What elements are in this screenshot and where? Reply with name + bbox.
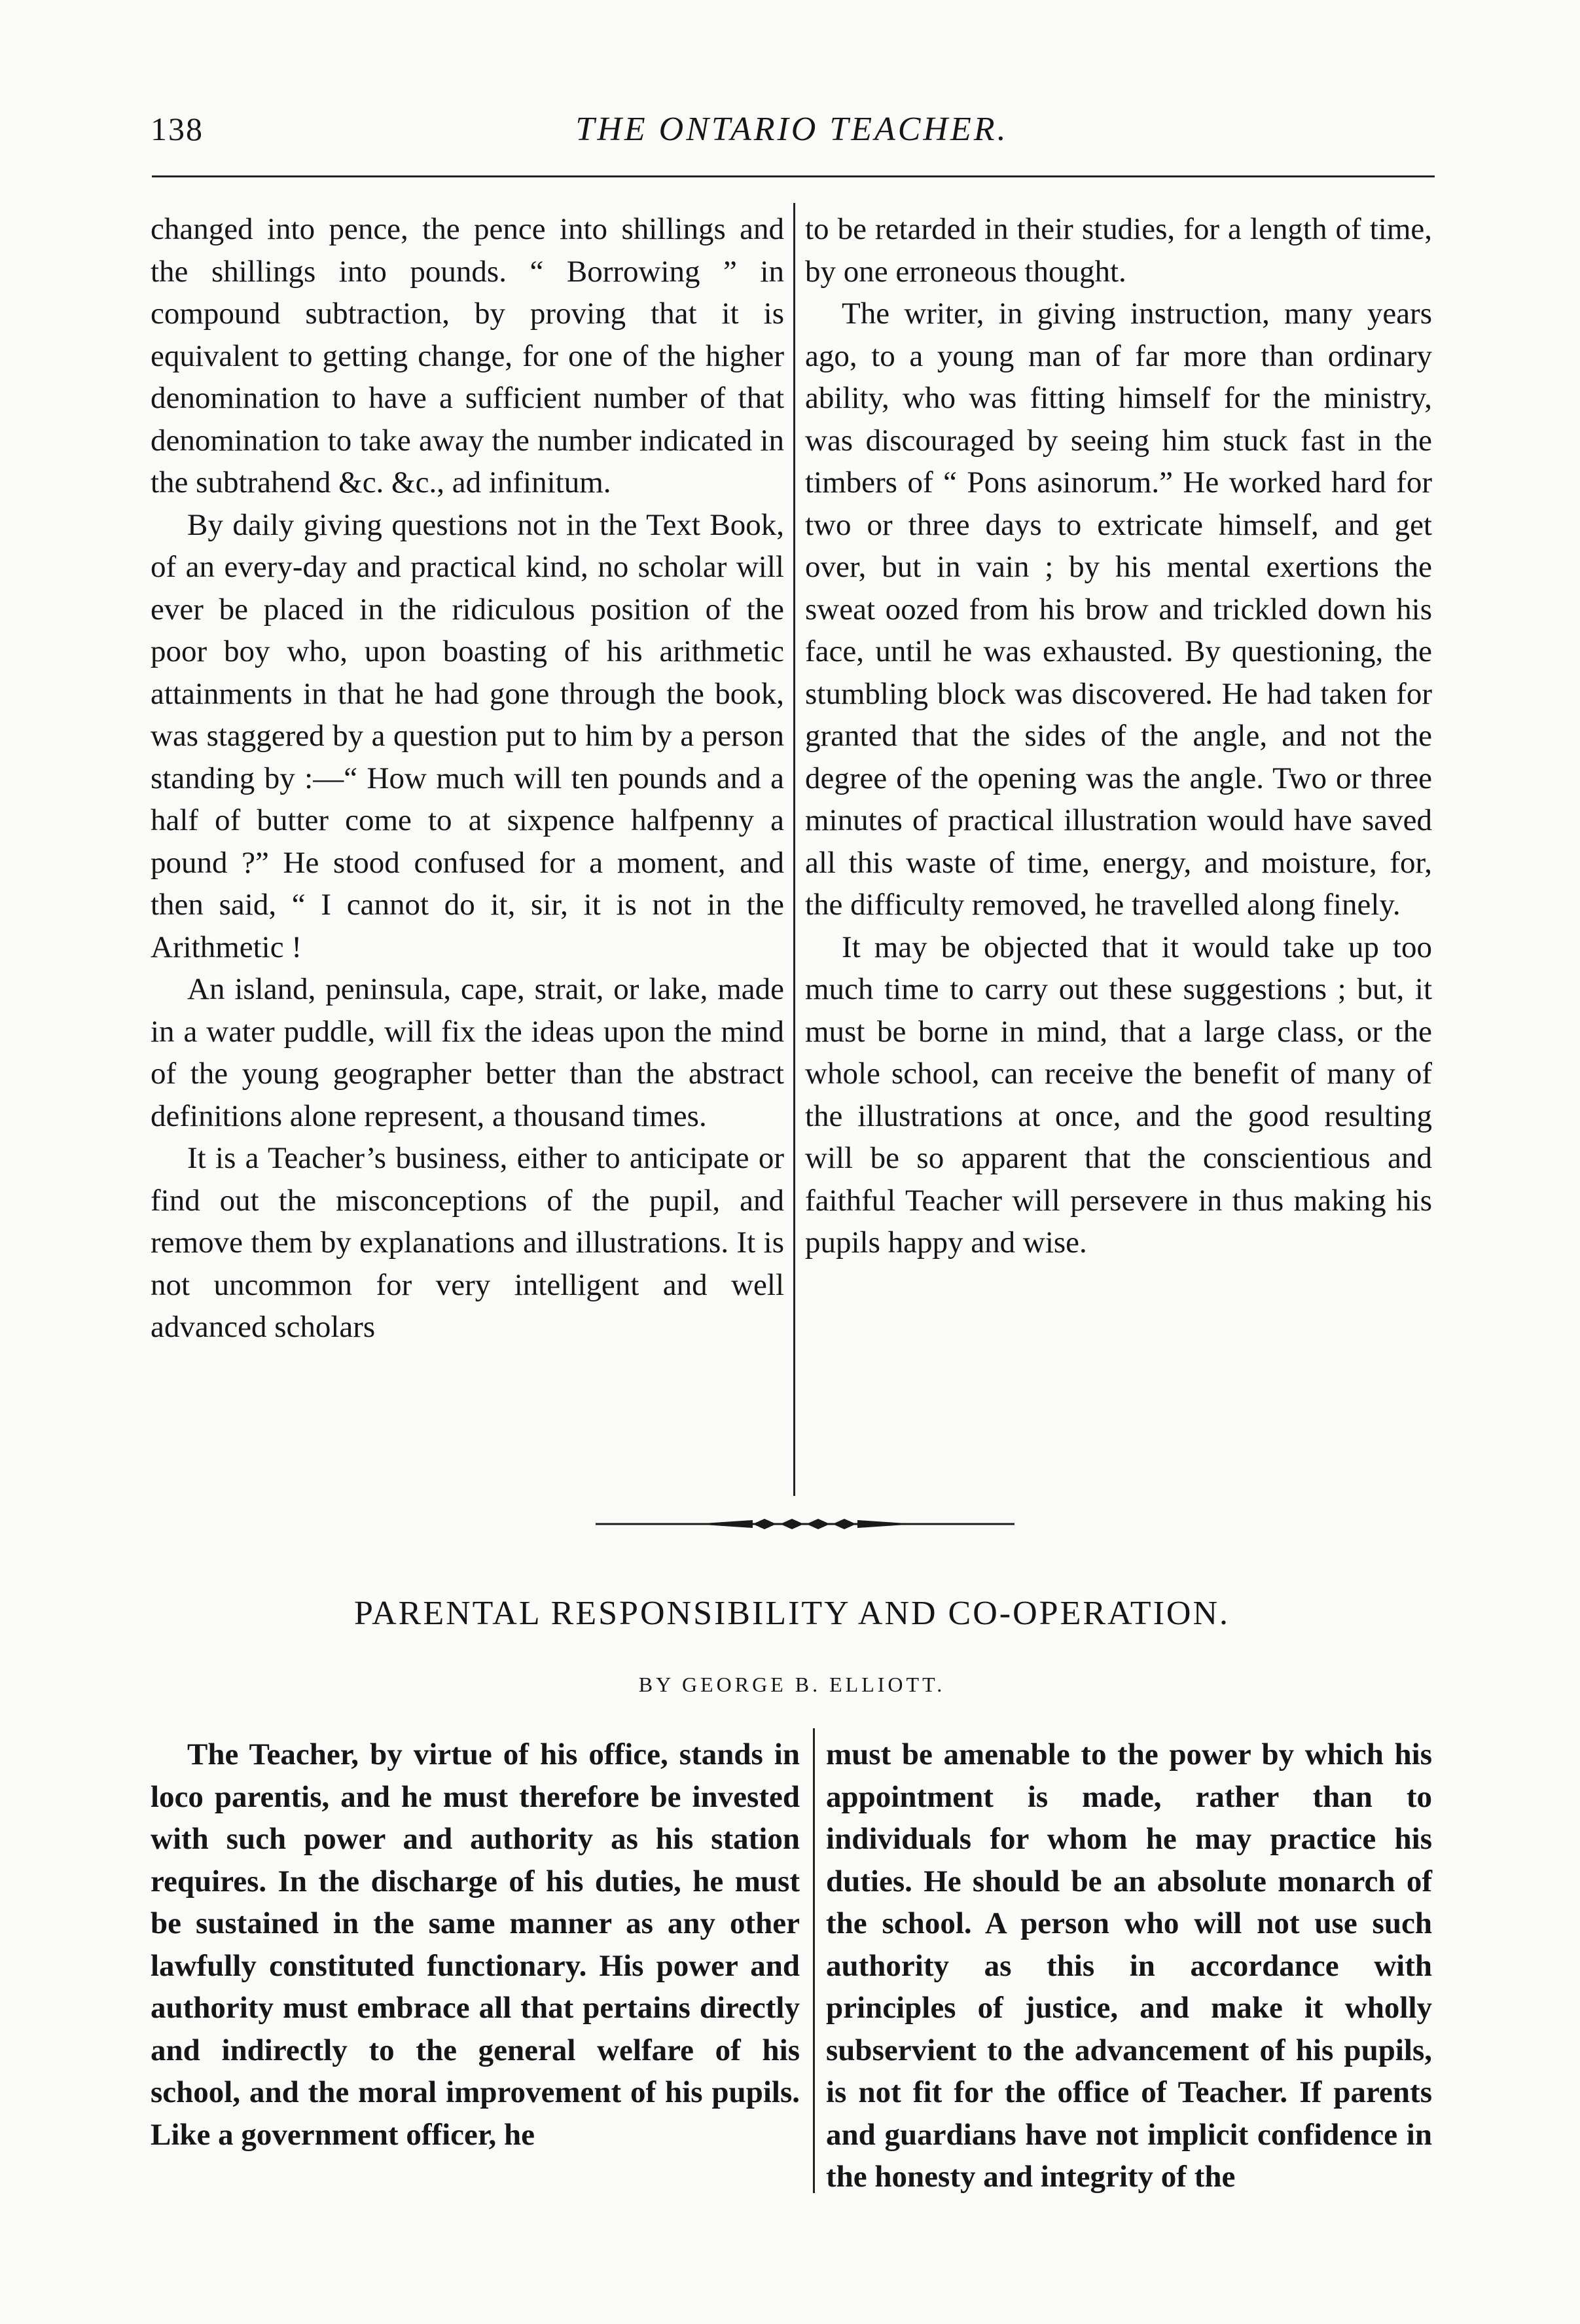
paragraph: By daily giving questions not in the Text Book, of an every-day and practical kind, no scholar will ever be placed in the ridiculous position of the poor boy who, upon boasting of his arithmetic attainments in that he had gone through the book, was staggered by a question put to him by a person standing by :—“ How much will ten pounds and a half of butter come to at sixpence halfpenny a pound ?” He stood confused for a moment, and then said, “ I cannot do it, sir, it is not in the Arithmetic ! [151, 507, 784, 964]
paragraph: It is a Teacher’s business, either to anticipate or find out the misconceptions of the pupil, and remove them by explanations and illustrations. It is not uncommon for very intelligent and well advanced scholars [151, 1141, 784, 1344]
upper-left-column [151, 208, 784, 1349]
article-left-column [151, 1734, 800, 2156]
journal-title: THE ONTARIO TEACHER. [575, 111, 1009, 148]
article-title: PARENTAL RESPONSIBILITY AND CO-OPERATION. [353, 1595, 1230, 1632]
paragraph: changed into pence, the pence into shillings and the shillings into pounds. “ Borrowing ” in compound subtraction, by proving that it is equivalent to getting change, for one of the higher denomination to have a sufficient number of that denomination to take away the number indicated in the subtrahend &c. &c., ad infinitum. [151, 212, 784, 499]
header-rule [152, 175, 1435, 177]
paragraph: The writer, in giving instruction, many years ago, to a young man of far more than ordinary ability, who was fitting himself for the ministry, was discouraged by seeing him stuck fast in the timbers of “ Pons asinorum.” He worked hard for two or three days to extricate himself, and get over, but in vain ; by his mental exertions the sweat oozed from his brow and trickled down his face, until he was exhausted. By questioning, the stumbling block was discovered. He had taken for granted that the sides of the angle, and not the degree of the opening was the angle. Two or three minutes of practical illustration would have saved all this waste of time, energy, and moisture, for, the difficulty removed, he travelled along finely. [805, 297, 1432, 922]
column-divider [813, 1728, 815, 2193]
paragraph: to be retarded in their studies, for a length of time, by one erroneous thought. [805, 212, 1432, 289]
ornament-divider [596, 1517, 1014, 1531]
paragraph: It may be objected that it would take up too much time to carry out these suggestions ; but, it must be borne in mind, that a large class, or the whole school, can receive the benefit of many of the illustrations at once, and the good resulting will be so apparent that the conscientious and faithful Teacher will persevere in thus making his pupils happy and wise. [805, 930, 1432, 1260]
page-number: 138 [151, 111, 204, 147]
article-byline: BY GEORGE B. ELLIOTT. [638, 1673, 946, 1696]
paragraph: An island, peninsula, cape, strait, or lake, made in a water puddle, will fix the ideas upon the mind of the young geographer better than the abstract definitions alone represent, a thousand times. [151, 972, 784, 1133]
upper-right-column [805, 208, 1432, 1264]
running-header [151, 110, 1433, 162]
paragraph: The Teacher, by virtue of his office, stands in loco parentis, and he must therefore be invested with such power and authority as his station requires. In the discharge of his duties, he must be sustained in the same manner as any other lawfully constituted functionary. His power and authority must embrace all that pertains directly and indirectly to the general welfare of his school, and the moral improvement of his pupils. Like a government officer, he [151, 1737, 800, 2152]
paragraph: must be amenable to the power by which his appointment is made, rather than to individuals for whom he may practice his duties. He should be an absolute monarch of the school. A person who will not use such authority as this in accordance with principles of justice, and make it wholly subservient to the advancement of his pupils, is not fit for the office of Teacher. If parents and guardians have not implicit confidence in the honesty and integrity of the [826, 1737, 1432, 2194]
column-divider [793, 203, 795, 1496]
article-right-column [826, 1734, 1432, 2198]
